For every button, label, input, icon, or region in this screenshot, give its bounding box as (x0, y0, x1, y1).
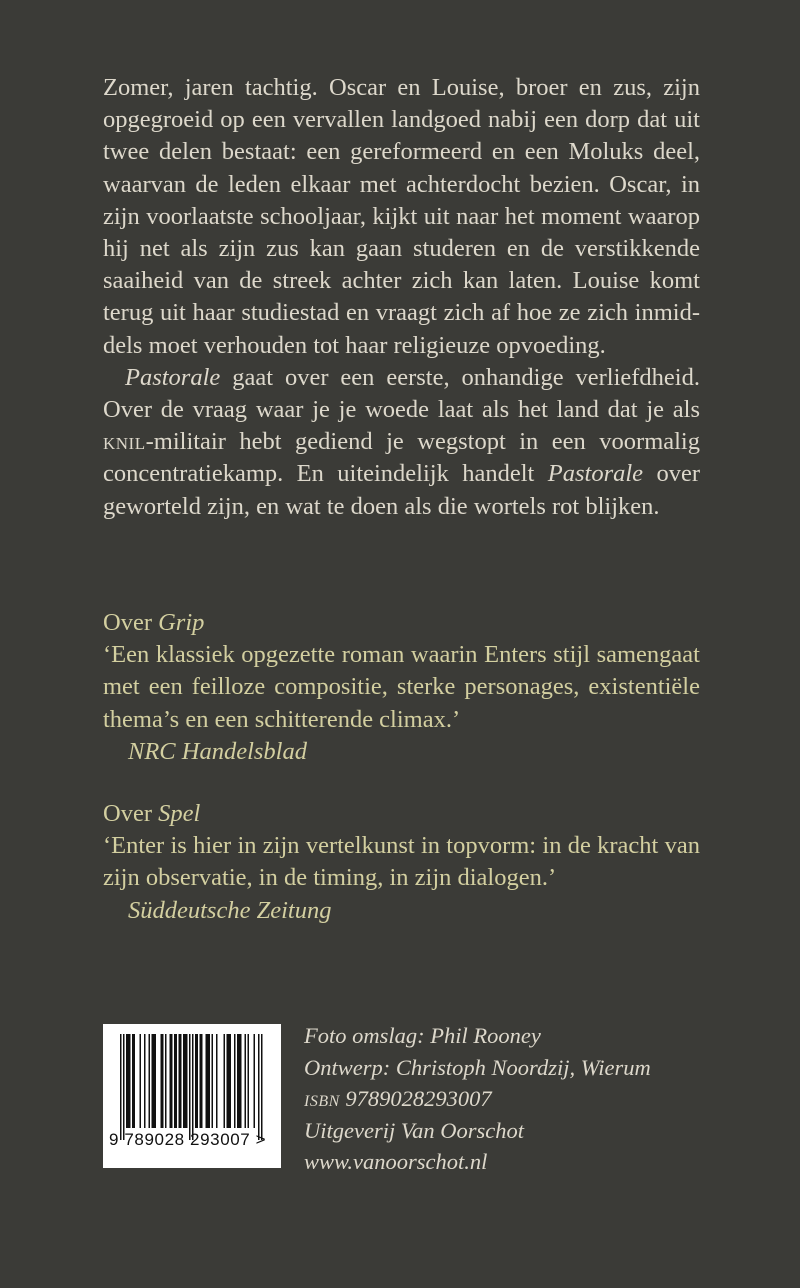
barcode-bar (123, 1034, 125, 1140)
barcode-bar (195, 1034, 197, 1128)
blurb-paragraph-2 (103, 362, 700, 523)
photo-credit: Foto omslag: Phil Rooney (304, 1023, 541, 1048)
isbn-number: 9789028293007 (345, 1086, 492, 1111)
review-quote: ‘Enter is hier in zijn vertelkunst in topvorm: in de kracht van zijn observatie, in de timing, in zijn dialogen.’ (103, 832, 700, 892)
barcode-bar (149, 1034, 151, 1128)
review-heading (103, 798, 700, 830)
barcode-bar (174, 1034, 176, 1128)
barcode-bar (134, 1034, 136, 1128)
barcode-bar (248, 1034, 250, 1128)
blurb-paragraph-1: Zomer, jaren tachtig. Oscar en Louise, broer en zus, zijn opgegroeid op een vervallen landgoed nabij een dorp dat uit twee delen bestaat: een gereformeerd en een Moluks deel, waarvan de leden elkaar met achterdocht bezien. Oscar, in zijn voorlaatste schooljaar, kijkt uit naar het moment waarop hij net als zijn zus kan gaan studeren en de verstikkende saaiheid van de streek achter zich kan laten. Louise komt terug uit haar studiestad en vraagt zich af hoe ze zich inmiddels moet verhouden tot haar religieuze opvoeding. (103, 74, 700, 359)
review-quote: ‘Een klassiek opgezette roman waarin Enters stijl samengaat met een feilloze compositie, sterke personages, existentiële thema’s en een schitterende climax.’ (103, 641, 700, 733)
barcode-bar (120, 1034, 122, 1140)
barcode-bar (170, 1034, 172, 1128)
design-credit: Ontwerp: Christoph Noordzij, Wierum (304, 1054, 651, 1080)
isbn-barcode (103, 1024, 281, 1168)
barcode-bar (192, 1034, 194, 1140)
book-title: Pastorale (125, 363, 221, 391)
barcode-bar (237, 1034, 239, 1128)
blurb-text: -militair hebt gediend je wegstopt in een voormalig concentratiekamp. En uiteindelijk handelt (103, 428, 700, 488)
barcode-bar (224, 1034, 226, 1128)
barcode-bar (209, 1034, 211, 1128)
barcode-bar (201, 1034, 203, 1128)
blurb-text: over geworteld zijn, en wat te doen als die wortels rot blijken. (103, 460, 700, 520)
barcode-bar (152, 1034, 154, 1128)
website: www.vanoorschot.nl (304, 1149, 488, 1174)
barcode-bar (258, 1034, 260, 1140)
barcode-bar (161, 1034, 163, 1128)
barcode-bar (228, 1034, 230, 1128)
blurb-text: gaat over een eerste, onhandige verliefdheid. Over de vraag waar je je woede laat als het land dat je als (103, 363, 700, 424)
colophon (304, 1020, 714, 1178)
barcode-bar (239, 1034, 241, 1128)
barcode-digits: 9 789028 293007 > (109, 1130, 267, 1149)
review-grip (103, 607, 700, 768)
review-heading (103, 607, 700, 639)
review-over-label: Over (103, 609, 152, 636)
barcode-bar (207, 1034, 209, 1128)
review-work-title: Spel (158, 800, 201, 827)
barcode-bar (176, 1034, 178, 1128)
barcode-bar (155, 1034, 157, 1128)
review-work-title: Grip (158, 609, 205, 636)
isbn-line (304, 1083, 714, 1115)
barcode-bar (153, 1034, 155, 1128)
barcode-bar (261, 1034, 263, 1140)
barcode-bar (179, 1034, 181, 1128)
barcode-bar (126, 1034, 128, 1128)
barcode-bar (216, 1034, 218, 1128)
book-title: Pastorale (547, 460, 644, 488)
review-source: NRC Handelsblad (128, 737, 307, 765)
barcode-bar (180, 1034, 182, 1128)
review-source: Süddeutsche Zeitung (128, 896, 332, 924)
barcode-bar (185, 1034, 187, 1128)
barcode-bar (230, 1034, 232, 1128)
barcode-bar (212, 1034, 214, 1128)
barcode-bar (171, 1034, 173, 1128)
isbn-label: isbn (304, 1086, 340, 1111)
barcode-bar (206, 1034, 208, 1128)
barcode-bar (129, 1034, 131, 1128)
barcode-bar (245, 1034, 247, 1128)
barcode-bar (183, 1034, 185, 1128)
barcode-bar (132, 1034, 134, 1128)
barcode-bar (165, 1034, 167, 1128)
barcode-bar (162, 1034, 164, 1128)
publisher: Uitgeverij Van Oorschot (304, 1117, 524, 1143)
barcode-bar (254, 1034, 256, 1128)
knil-abbreviation: knil (103, 428, 146, 456)
barcode-bar (200, 1034, 202, 1128)
barcode-bar (144, 1034, 146, 1128)
barcode-bar (240, 1034, 242, 1128)
review-over-label: Over (103, 800, 152, 827)
barcode-bar (189, 1034, 191, 1140)
barcode-bar (128, 1034, 130, 1128)
barcode-bar (227, 1034, 229, 1128)
review-spel (103, 798, 700, 927)
barcode-bar (186, 1034, 188, 1128)
barcode-bar (234, 1034, 236, 1128)
barcode-bar (140, 1034, 142, 1128)
barcode-bar (197, 1034, 199, 1128)
blurb (103, 72, 700, 523)
